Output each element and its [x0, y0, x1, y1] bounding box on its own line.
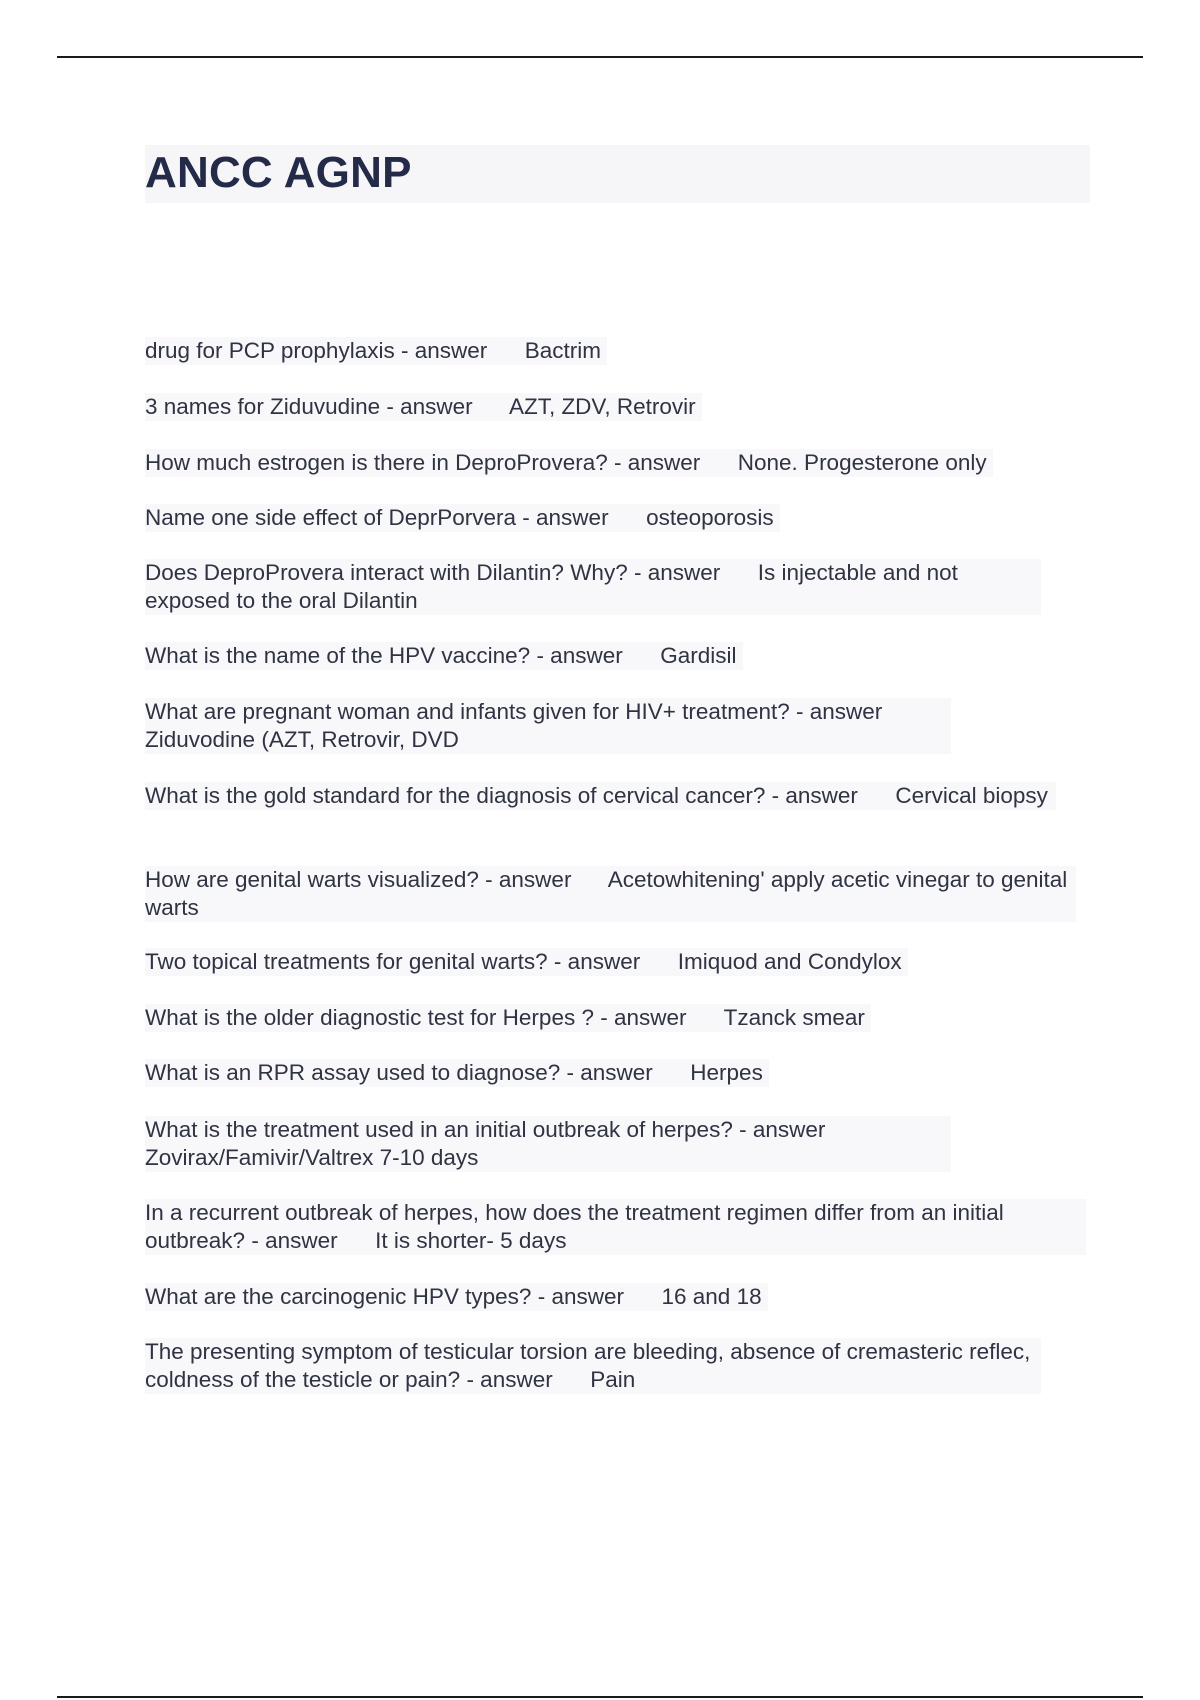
qa-item [145, 1283, 768, 1311]
qa-question: 3 names for Ziduvudine - answer [145, 394, 473, 419]
qa-question: What is an RPR assay used to diagnose? - answer [145, 1060, 653, 1085]
document-title: ANCC AGNP [145, 148, 412, 197]
qa-item [145, 1199, 1086, 1255]
qa-answer: AZT, ZDV, Retrovir [508, 394, 696, 419]
qa-item [145, 449, 993, 477]
qa-answer: Pain [590, 1367, 636, 1392]
qa-answer: 16 and 18 [661, 1284, 762, 1309]
qa-answer: None. Progesterone only [737, 450, 987, 475]
qa-item [145, 1059, 769, 1087]
qa-question: What are the carcinogenic HPV types? - answer [145, 1284, 624, 1309]
qa-answer: Gardisil [660, 643, 737, 668]
qa-item [145, 782, 1056, 810]
qa-item [145, 559, 1041, 615]
qa-item [145, 504, 780, 532]
qa-answer: Bactrim [524, 338, 602, 363]
qa-item [145, 337, 607, 365]
qa-answer: Ziduvodine (AZT, Retrovir, DVD [145, 727, 459, 752]
qa-item [145, 642, 743, 670]
qa-question: What is the name of the HPV vaccine? - answer [145, 643, 623, 668]
qa-answer: Acetowhitening' apply acetic vinegar to genital warts [145, 867, 1074, 920]
qa-answer: Imiquod and Condylox [677, 949, 902, 974]
qa-item [145, 948, 908, 976]
qa-question: Two topical treatments for genital warts? - answer [145, 949, 641, 974]
qa-question: What is the treatment used in an initial outbreak of herpes? - answer [145, 1117, 826, 1142]
header-rule [57, 56, 1143, 58]
qa-question: How are genital warts visualized? - answer [145, 867, 572, 892]
qa-item [145, 393, 702, 421]
qa-question: How much estrogen is there in DeproProvera? - answer [145, 450, 701, 475]
qa-answer: Is injectable and not exposed to the oral Dilantin [145, 560, 965, 613]
qa-question: Name one side effect of DeprPorvera - answer [145, 505, 609, 530]
qa-answer: Zovirax/Famivir/Valtrex 7-10 days [145, 1145, 479, 1170]
qa-answer: Tzanck smear [723, 1005, 865, 1030]
qa-item [145, 698, 951, 754]
qa-answer: Herpes [690, 1060, 763, 1085]
qa-item [145, 866, 1076, 922]
qa-question: What are pregnant woman and infants given for HIV+ treatment? - answer [145, 699, 883, 724]
qa-question: What is the gold standard for the diagnosis of cervical cancer? - answer [145, 783, 858, 808]
qa-item [145, 1338, 1041, 1394]
qa-question: The presenting symptom of testicular torsion are bleeding, absence of cremasteric reflec, coldness of the testicle or pain? - answer [145, 1339, 1037, 1392]
qa-question: What is the older diagnostic test for Herpes ? - answer [145, 1005, 687, 1030]
qa-answer: Cervical biopsy [895, 783, 1048, 808]
qa-answer: It is shorter- 5 days [375, 1228, 567, 1253]
qa-item [145, 1004, 871, 1032]
footer-rule [57, 1696, 1143, 1698]
qa-question: In a recurrent outbreak of herpes, how does the treatment regimen differ from an initial outbreak? - answer [145, 1200, 1011, 1253]
qa-answer: osteoporosis [646, 505, 774, 530]
qa-question: Does DeproProvera interact with Dilantin? Why? - answer [145, 560, 721, 585]
qa-item [145, 1116, 951, 1172]
qa-question: drug for PCP prophylaxis - answer [145, 338, 488, 363]
